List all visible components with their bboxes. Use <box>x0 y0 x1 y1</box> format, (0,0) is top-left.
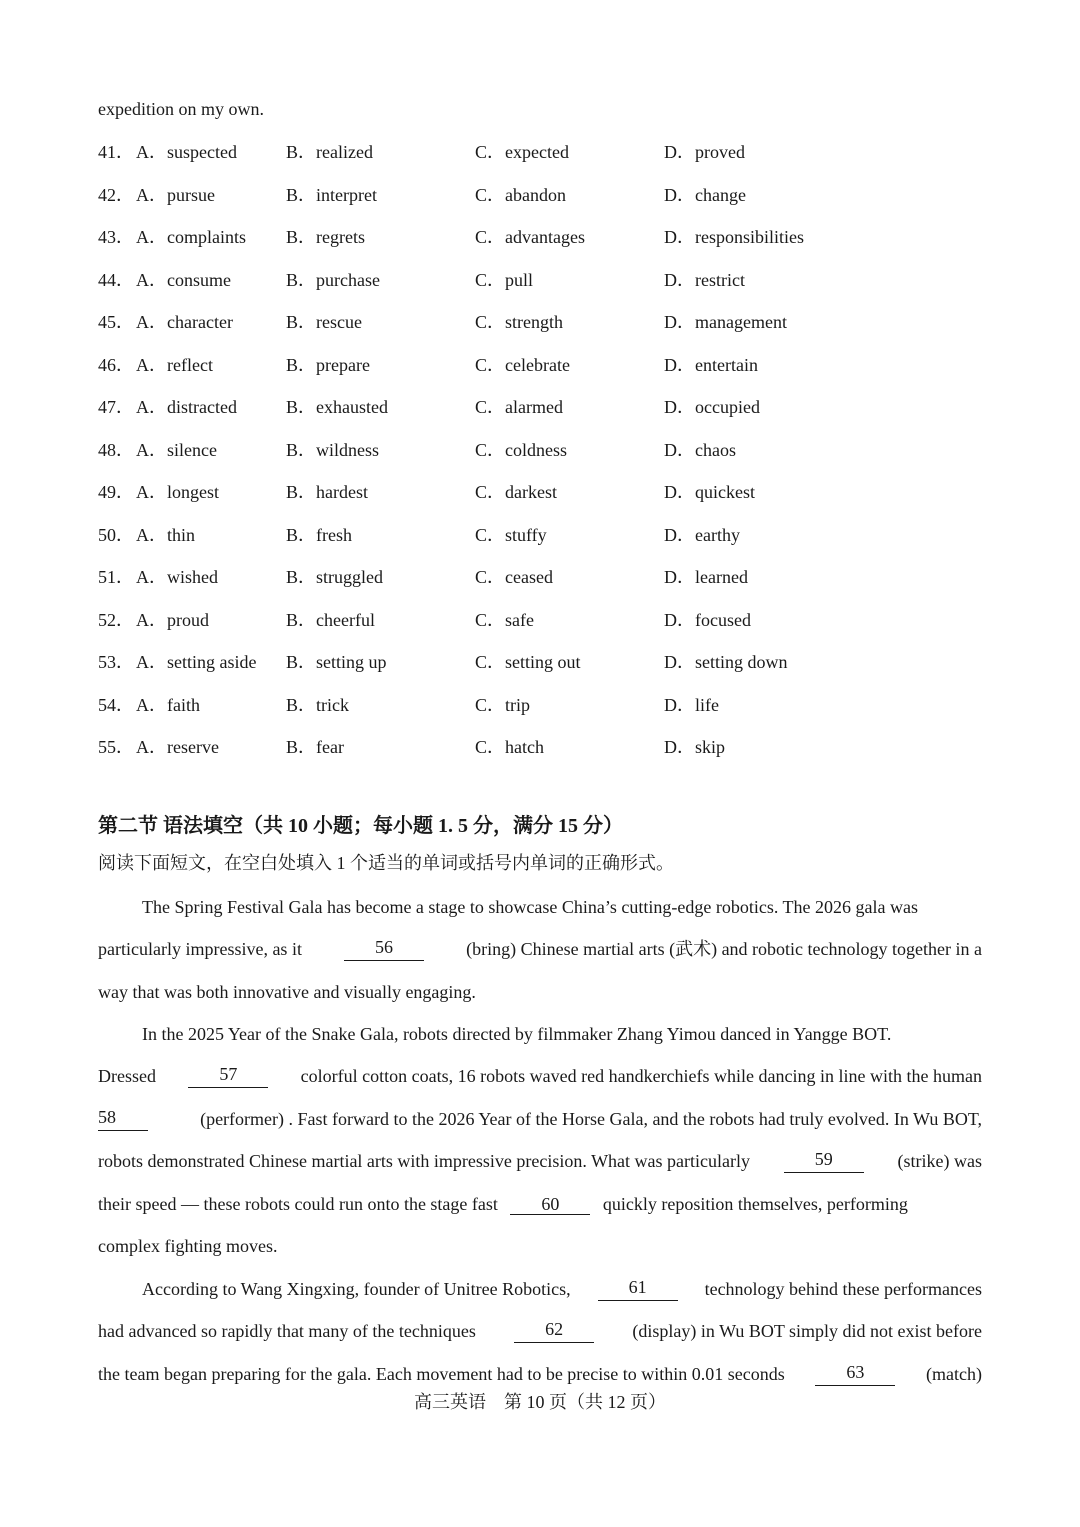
option-b[interactable]: B．regrets <box>286 227 365 247</box>
option-b[interactable]: B．fear <box>286 737 344 757</box>
option-a[interactable]: A．longest <box>136 482 219 502</box>
option-b[interactable]: B．setting up <box>286 652 387 672</box>
question-number: 41． <box>98 142 134 162</box>
passage-p2-line1: In the 2025 Year of the Snake Gala, robots directed by filmmaker Zhang Yimou danced in Yangge BOT. <box>142 1024 892 1044</box>
blank-57[interactable]: 57 <box>188 1064 268 1088</box>
text-segment: the team began preparing for the gala. Each movement had to be precise to within 0.01 seconds <box>98 1364 785 1384</box>
option-a[interactable]: A．suspected <box>136 142 237 162</box>
option-b[interactable]: B．exhausted <box>286 397 388 417</box>
text-segment: particularly impressive, as it <box>98 939 302 959</box>
blank-62[interactable]: 62 <box>514 1319 594 1343</box>
text-segment: had advanced so rapidly that many of the techniques <box>98 1321 476 1341</box>
option-a[interactable]: A．reserve <box>136 737 219 757</box>
option-c[interactable]: C．advantages <box>475 227 585 247</box>
text-segment: (match) <box>926 1364 982 1384</box>
question-number: 45． <box>98 312 134 332</box>
option-d[interactable]: D．management <box>664 312 787 332</box>
blank-56[interactable]: 56 <box>344 937 424 961</box>
previous-passage-fragment: expedition on my own. <box>98 99 264 119</box>
passage-p3-line2 <box>98 1319 982 1343</box>
option-d[interactable]: D．learned <box>664 567 748 587</box>
option-a[interactable]: A．faith <box>136 694 200 715</box>
option-a[interactable]: A．proud <box>136 609 209 630</box>
option-a[interactable]: A．reflect <box>136 354 213 375</box>
question-number: 51． <box>98 567 134 587</box>
text-segment: (performer) . Fast forward to the 2026 Year of the Horse Gala, and the robots had truly evolved. In Wu BOT, <box>200 1109 982 1129</box>
option-a[interactable]: A．consume <box>136 269 231 290</box>
passage-p1-line2 <box>98 937 982 961</box>
text-segment: Dressed <box>98 1066 156 1086</box>
option-c[interactable]: C．abandon <box>475 184 566 205</box>
section-instruction: 阅读下面短文，在空白处填入 1 个适当的单词或括号内单词的正确形式。 <box>98 853 674 873</box>
passage-p2-line4 <box>98 1149 982 1173</box>
question-number: 53． <box>98 652 134 672</box>
question-number: 52． <box>98 609 134 630</box>
question-number: 49． <box>98 482 134 502</box>
option-a[interactable]: A．wished <box>136 567 218 587</box>
option-b[interactable]: B．struggled <box>286 567 383 587</box>
question-number: 43． <box>98 227 134 247</box>
option-c[interactable]: C．safe <box>475 609 534 630</box>
option-a[interactable]: A．silence <box>136 439 217 460</box>
option-c[interactable]: C．darkest <box>475 482 557 502</box>
passage-p2-line5 <box>98 1192 968 1216</box>
option-c[interactable]: C．trip <box>475 694 531 715</box>
option-a[interactable]: A．thin <box>136 524 196 545</box>
passage-p3-line3 <box>98 1362 982 1386</box>
passage-p1-line3: way that was both innovative and visually engaging. <box>98 982 476 1002</box>
option-d[interactable]: D．responsibilities <box>664 227 804 247</box>
option-b[interactable]: B．fresh <box>286 524 352 545</box>
passage-p1-line1: The Spring Festival Gala has become a stage to showcase China’s cutting-edge robotics. The 2026 gala was <box>142 897 918 917</box>
option-c[interactable]: C．hatch <box>475 737 544 757</box>
option-a[interactable]: A．complaints <box>136 227 246 247</box>
option-a[interactable]: A．character <box>136 312 233 332</box>
option-c[interactable]: C．strength <box>475 312 563 332</box>
text-segment: According to Wang Xingxing, founder of Unitree Robotics, <box>142 1279 571 1299</box>
option-c[interactable]: C．expected <box>475 142 569 162</box>
passage-p2-line2 <box>98 1064 982 1088</box>
text-segment: (display) in Wu BOT simply did not exist before <box>632 1321 982 1341</box>
option-a[interactable]: A．pursue <box>136 184 215 205</box>
question-number: 46． <box>98 354 134 375</box>
option-b[interactable]: B．hardest <box>286 482 368 502</box>
question-number: 42． <box>98 184 134 205</box>
section-title: 第二节 语法填空（共 10 小题；每小题 1. 5 分，满分 15 分） <box>98 815 623 837</box>
option-d[interactable]: D．chaos <box>664 439 736 460</box>
option-c[interactable]: C．ceased <box>475 567 553 587</box>
option-c[interactable]: C．alarmed <box>475 397 563 417</box>
option-b[interactable]: B．cheerful <box>286 609 375 630</box>
question-number: 48． <box>98 439 134 460</box>
blank-60[interactable]: 60 <box>510 1194 590 1215</box>
option-c[interactable]: C．celebrate <box>475 354 570 375</box>
option-d[interactable]: D．quickest <box>664 482 755 502</box>
option-d[interactable]: D．earthy <box>664 524 740 545</box>
option-a[interactable]: A．distracted <box>136 397 237 417</box>
option-d[interactable]: D．life <box>664 694 719 715</box>
option-b[interactable]: B．trick <box>286 694 349 715</box>
question-number: 54． <box>98 694 134 715</box>
text-segment: robots demonstrated Chinese martial arts with impressive precision. What was particularly <box>98 1151 750 1171</box>
question-number: 44． <box>98 269 134 290</box>
passage-p2-line6: complex fighting moves. <box>98 1236 278 1256</box>
option-b[interactable]: B．rescue <box>286 312 362 332</box>
blank-63[interactable]: 63 <box>815 1362 895 1386</box>
passage-p3-line1 <box>142 1277 982 1301</box>
option-d[interactable]: D．skip <box>664 737 726 757</box>
text-segment: colorful cotton coats, 16 robots waved red handkerchiefs while dancing in line with the human <box>300 1066 982 1086</box>
option-b[interactable]: B．prepare <box>286 354 370 375</box>
page-footer: 高三英语 第 10 页（共 12 页） <box>414 1392 666 1412</box>
option-b[interactable]: B．interpret <box>286 184 377 205</box>
option-c[interactable]: C．stuffy <box>475 524 547 545</box>
question-number: 50． <box>98 524 134 545</box>
option-c[interactable]: C．setting out <box>475 652 581 672</box>
option-a[interactable]: A．setting aside <box>136 652 257 672</box>
passage-p2-line3 <box>98 1107 982 1131</box>
option-b[interactable]: B．realized <box>286 142 373 162</box>
text-segment: their speed — these robots could run onto the stage fast <box>98 1194 498 1214</box>
option-d[interactable]: D．restrict <box>664 269 745 290</box>
option-d[interactable]: D．proved <box>664 142 745 162</box>
option-d[interactable]: D．change <box>664 184 746 205</box>
option-b[interactable]: B．purchase <box>286 269 380 290</box>
question-number: 55． <box>98 737 134 757</box>
blank-58[interactable]: 58 <box>98 1107 148 1131</box>
option-d[interactable]: D．entertain <box>664 354 758 375</box>
option-b[interactable]: B．wildness <box>286 439 380 460</box>
option-c[interactable]: C．pull <box>475 269 534 290</box>
option-d[interactable]: D．occupied <box>664 397 760 417</box>
text-segment: technology behind these performances <box>704 1279 982 1299</box>
text-segment: quickly reposition themselves, performing <box>602 1194 908 1214</box>
blank-59[interactable]: 59 <box>784 1149 864 1173</box>
text-segment: (strike) was <box>897 1151 982 1171</box>
text-segment: (bring) Chinese martial arts (武术) and robotic technology together in a <box>466 939 982 959</box>
option-d[interactable]: D．focused <box>664 609 751 630</box>
option-d[interactable]: D．setting down <box>664 652 788 672</box>
blank-61[interactable]: 61 <box>598 1277 678 1301</box>
option-c[interactable]: C．coldness <box>475 439 567 460</box>
question-number: 47． <box>98 397 134 417</box>
